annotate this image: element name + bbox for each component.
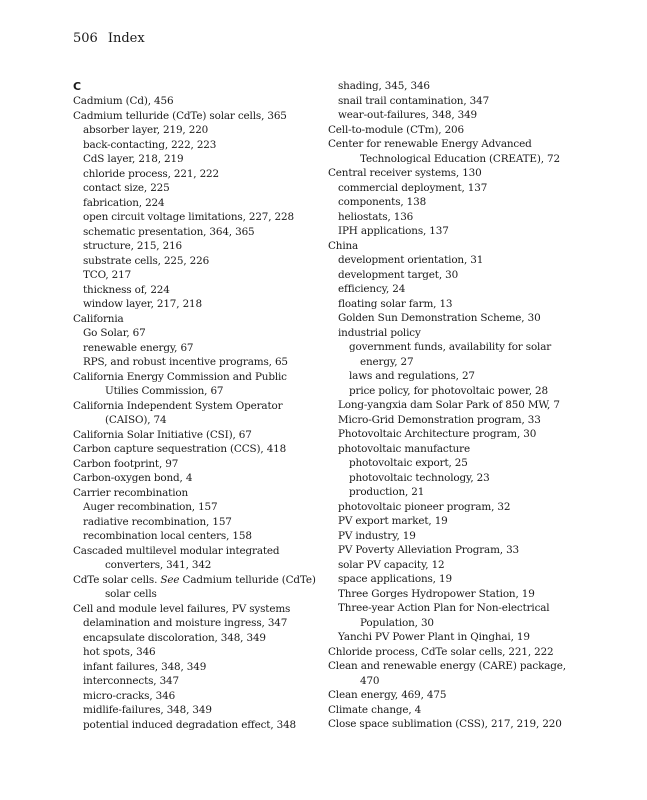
index-entry: Center for renewable Energy Advanced [328, 138, 532, 150]
index-entry: contact size, 225 [83, 182, 170, 194]
index-entry: Three Gorges Hydropower Station, 19 [338, 587, 535, 600]
index-entry: hot spots, 346 [83, 646, 156, 658]
index-entry: heliostats, 136 [338, 210, 414, 223]
index-entry: Cadmium telluride (CdTe) solar cells, 365 [73, 109, 287, 122]
index-entry: Carbon-oxygen bond, 4 [73, 472, 193, 484]
page-header [73, 31, 145, 46]
index-entry: back-contacting, 222, 223 [83, 138, 217, 151]
index-entry: Cascaded multilevel modular integrated [73, 544, 280, 557]
index-entry: infant failures, 348, 349 [83, 660, 207, 673]
index-entry-continuation: Utilies Commission, 67 [105, 385, 224, 397]
index-entry: solar PV capacity, 12 [338, 558, 445, 571]
index-entry: Three-year Action Plan for Non-electrical [338, 602, 550, 614]
index-entry-continuation: Population, 30 [360, 616, 434, 629]
index-entry [73, 573, 323, 588]
index-entry: industrial policy [338, 326, 421, 339]
see-target: Cadmium telluride (CdTe) [182, 573, 316, 586]
index-entry-continuation: 470 [360, 674, 380, 687]
index-entry: midlife-failures, 348, 349 [83, 704, 212, 716]
index-entry: IPH applications, 137 [338, 225, 449, 237]
index-entry: Auger recombination, 157 [83, 501, 218, 513]
index-entry: components, 138 [338, 196, 427, 208]
index-entry-continuation: solar cells [105, 588, 157, 600]
index-entry: absorber layer, 219, 220 [83, 124, 209, 136]
index-entry: radiative recombination, 157 [83, 515, 232, 528]
index-entry: shading, 345, 346 [338, 80, 430, 92]
index-entry: CdS layer, 218, 219 [83, 153, 184, 165]
index-entry: photovoltaic technology, 23 [349, 471, 490, 484]
index-entry-continuation: Technological Education (CREATE), 72 [360, 152, 560, 165]
index-entry: Yanchi PV Power Plant in Qinghai, 19 [338, 631, 530, 643]
index-entry: window layer, 217, 218 [83, 298, 202, 310]
index-entry: Go Solar, 67 [83, 327, 146, 339]
index-entry: Carbon footprint, 97 [73, 457, 179, 470]
index-entry: Carrier recombination [73, 486, 189, 499]
index-entry: development target, 30 [338, 268, 459, 281]
index-column-right [328, 79, 578, 732]
index-entry: Photovoltaic Architecture program, 30 [338, 428, 537, 440]
see-reference: See [160, 573, 180, 586]
index-entry: California Independent System Operator [73, 399, 283, 412]
index-entry: Cadmium (Cd), 456 [73, 95, 174, 107]
index-column-left [73, 79, 323, 732]
index-entry: government funds, availability for solar [349, 341, 552, 353]
index-entry: space applications, 19 [338, 573, 452, 585]
index-entry: photovoltaic manufacture [338, 442, 470, 455]
index-entry: California [73, 312, 124, 325]
index-entry: TCO, 217 [83, 269, 132, 281]
index-entry: California Solar Initiative (CSI), 67 [73, 428, 252, 441]
index-entry: floating solar farm, 13 [338, 297, 453, 310]
index-entry: California Energy Commission and Public [73, 370, 287, 383]
index-entry: efficiency, 24 [338, 283, 406, 295]
index-entry: production, 21 [349, 486, 425, 498]
index-entry: snail trail contamination, 347 [338, 94, 490, 107]
index-entry: delamination and moisture ingress, 347 [83, 617, 288, 629]
page-title: Index [107, 31, 145, 46]
index-entry: photovoltaic pioneer program, 32 [338, 500, 511, 513]
index-entry: renewable energy, 67 [83, 341, 194, 354]
index-entry: interconnects, 347 [83, 675, 179, 687]
index-entry-text: CdTe solar cells. [73, 573, 158, 586]
index-entry: Golden Sun Demonstration Scheme, 30 [338, 312, 541, 324]
index-entry: PV export market, 19 [338, 515, 448, 527]
index-entry: Micro-Grid Demonstration program, 33 [338, 413, 541, 426]
index-entry: potential induced degradation effect, 348 [83, 718, 297, 731]
index-entry: Clean and renewable energy (CARE) package, [328, 660, 566, 672]
index-entry: Clean energy, 469, 475 [328, 689, 447, 701]
index-entry: thickness of, 224 [83, 283, 170, 296]
index-entry: substrate cells, 225, 226 [83, 254, 210, 267]
index-entry: fabrication, 224 [83, 196, 165, 209]
index-entry: price policy, for photovoltaic power, 28 [349, 384, 548, 397]
index-entry: development orientation, 31 [338, 254, 484, 266]
index-entry: wear-out-failures, 348, 349 [338, 109, 478, 121]
index-entry-continuation: (CAISO), 74 [105, 414, 167, 426]
index-entry: commercial deployment, 137 [338, 181, 488, 194]
index-section-letter: C [73, 80, 82, 93]
index-entry: Cell-to-module (CTm), 206 [328, 123, 464, 136]
index-entry: photovoltaic export, 25 [349, 457, 468, 469]
index-entry-continuation: converters, 341, 342 [105, 559, 212, 571]
index-entry: micro-cracks, 346 [83, 689, 176, 702]
index-entry: encapsulate discoloration, 348, 349 [83, 631, 266, 644]
index-entry: recombination local centers, 158 [83, 530, 252, 542]
index-entry: Central receiver systems, 130 [328, 167, 482, 179]
index-entry: Cell and module level failures, PV systems [73, 602, 291, 615]
index-entry: China [328, 239, 359, 252]
index-entry: chloride process, 221, 222 [83, 167, 219, 180]
index-entry: laws and regulations, 27 [349, 370, 475, 382]
index-entry: Long-yangxia dam Solar Park of 850 MW, 7 [338, 399, 560, 411]
index-entry: Carbon capture sequestration (CCS), 418 [73, 443, 287, 455]
index-entry-continuation: energy, 27 [360, 355, 414, 368]
index-entry: open circuit voltage limitations, 227, 228 [83, 211, 294, 223]
index-entry: Close space sublimation (CSS), 217, 219, 220 [328, 718, 562, 730]
index-entry: PV Poverty Alleviation Program, 33 [338, 544, 520, 556]
index-entry: RPS, and robust incentive programs, 65 [83, 356, 288, 368]
index-entry: Chloride process, CdTe solar cells, 221, 222 [328, 645, 554, 658]
index-entry: Climate change, 4 [328, 703, 422, 716]
index-entry: PV industry, 19 [338, 529, 416, 542]
index-entry: schematic presentation, 364, 365 [83, 225, 255, 238]
page-number: 506 [73, 31, 98, 46]
index-entry: structure, 215, 216 [83, 240, 182, 252]
